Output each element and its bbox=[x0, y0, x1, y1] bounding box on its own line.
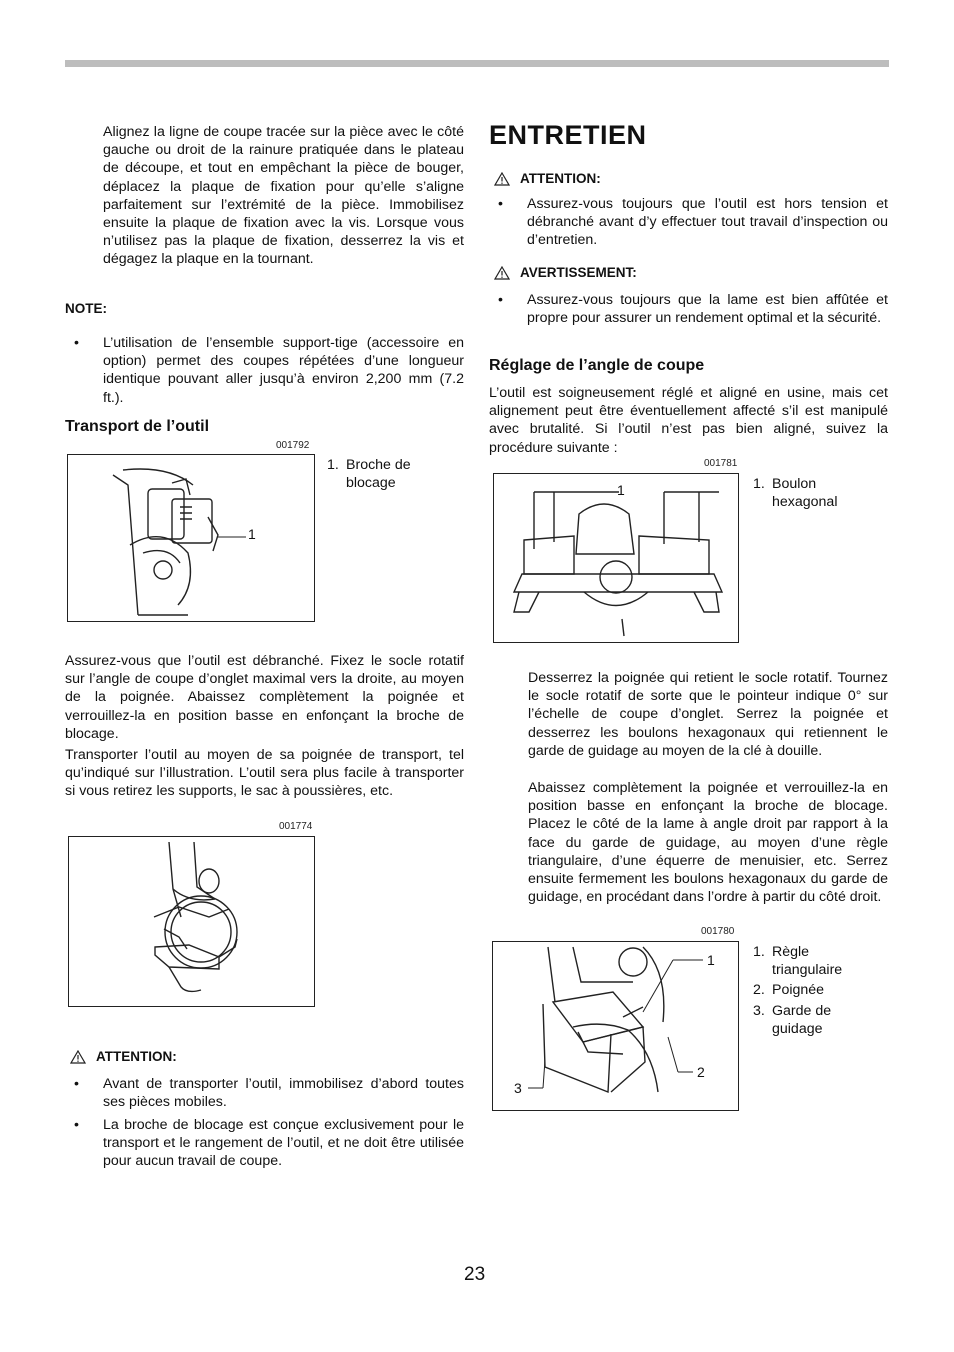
attention-bullet: • La broche de blocage est conçue exclusivement pour le transport et le rangement de l’outil, et ne doit être utilisée pour aucun travail de coupe. bbox=[74, 1117, 464, 1170]
note-bullet bbox=[65, 334, 464, 407]
legend-item: 1. Boulon hexagonal bbox=[753, 476, 838, 511]
angle-intro: L’outil est soigneusement réglé et aligné en usine, mais cet alignement peut être éventuellement affecté s’il est manipulé avec brutalité. Si l’outil n’est pas bien aligné, suivez la procédure suivante : bbox=[489, 385, 888, 456]
carrying-tool-illustration bbox=[69, 837, 314, 1006]
figure-callout-1: 1 bbox=[248, 526, 256, 542]
warning-triangle-icon bbox=[494, 266, 510, 280]
angle-heading: Réglage de l’angle de coupe bbox=[489, 357, 705, 374]
figure-carrying-tool bbox=[68, 836, 315, 1007]
procedure-paragraph-1: Desserrez la poignée qui retient le socle rotatif. Tournez le socle rotatif de sorte que le pointeur indique 0° sur l’échelle de coupe d’onglet. Serrez la poignée et desserrez les boulons hexagonaux qui retiennent le garde de guidage au moyen de la clé à douille. bbox=[528, 670, 888, 759]
attention-label: ATTENTION: bbox=[96, 1049, 177, 1064]
note-bullet-text: L’utilisation de l’ensemble support-tige (accessoire en option) permet des coupes répétées d’une longueur identique pouvant aller jusqu’à environ 2,200 mm (7.2 ft.). bbox=[103, 335, 464, 406]
attention-row bbox=[494, 171, 601, 186]
attention-bullet: • Avant de transporter l’outil, immobilisez d’abord toutes ses pièces mobiles. bbox=[74, 1076, 464, 1111]
figure-code: 001780 bbox=[701, 926, 735, 937]
figure-lock-pin bbox=[67, 454, 315, 622]
figure-legend bbox=[753, 943, 873, 1040]
bullet-dot: • bbox=[74, 335, 79, 351]
figure-hex-bolt bbox=[493, 473, 739, 643]
warning-triangle-icon bbox=[70, 1050, 86, 1064]
procedure-paragraph-2: Abaissez complètement la poignée et verrouillez-la en position basse en enfonçant la broche de blocage. Placez le côté de la lame à angle droit par rapport à la face du garde de guidage, au moyen d’une règle triangulaire, d’une équerre de menuisier, etc. Serrez ensuite fermement les boulons hexagonaux du garde de guidage, en procédant dans l’ordre à partir du côté droit. bbox=[528, 780, 888, 906]
intro-paragraph: Alignez la ligne de coupe tracée sur la pièce avec le côté gauche ou droit de la rainure pratiquée dans le plateau de découpe, et tout en empêchant la pièce de bouger, déplacez la plaque de fixation pour qu’elle s’aligne parfaitement sur l’extrémité de la pièce. Immobilisez ensuite la plaque de fixation avec la vis. Lorsque vous n’utilisez pas la plaque de fixation, desserrez la vis et dégagez la plaque en la tournant. bbox=[103, 124, 464, 268]
warning-label: AVERTISSEMENT: bbox=[520, 265, 637, 280]
square-alignment-illustration bbox=[493, 942, 738, 1110]
header-rule bbox=[65, 60, 889, 67]
attention-label: ATTENTION: bbox=[520, 171, 601, 186]
figure-legend bbox=[753, 475, 873, 513]
figure-callout-1: 1 bbox=[617, 482, 625, 498]
figure-callout-2: 2 bbox=[697, 1064, 705, 1080]
legend-item: 1. Broche de blocage bbox=[327, 457, 411, 492]
legend-item: 3. Garde de guidage bbox=[753, 1002, 832, 1037]
legend-item: 2. Poignée bbox=[753, 982, 825, 999]
miter-saw-lock-pin-illustration bbox=[68, 455, 314, 621]
warning-bullet: • Assurez-vous toujours que la lame est bien affûtée et propre pour assurer un rendement optimal et la sécurité. bbox=[498, 292, 888, 327]
transport-heading: Transport de l’outil bbox=[65, 418, 210, 435]
legend-item: 1. Règle triangulaire bbox=[753, 944, 843, 979]
attention-bullet: • Assurez-vous toujours que l’outil est hors tension et débranché avant d’y effectuer tout travail d’inspection ou d’entretien. bbox=[498, 196, 888, 249]
section-title: ENTRETIEN bbox=[489, 120, 647, 150]
warning-triangle-icon bbox=[494, 172, 510, 186]
transport-paragraph-2: Transporter l’outil au moyen de sa poignée de transport, tel qu’indiqué sur l’illustration. L’outil sera plus facile à transporter si vous retirez les supports, le sac à poussières, etc. bbox=[65, 747, 464, 800]
transport-paragraph-1: Assurez-vous que l’outil est débranché. Fixez le socle rotatif sur l’angle de coupe d’onglet maximal vers la droite, au moyen de la poignée. Abaissez complètement la poignée et verrouillez-la en position basse en enfonçant la broche de blocage. bbox=[65, 653, 464, 742]
figure-callout-1: 1 bbox=[707, 952, 715, 968]
figure-code: 001781 bbox=[704, 458, 738, 469]
warning-row bbox=[494, 265, 637, 280]
figure-code: 001792 bbox=[276, 440, 310, 451]
figure-code: 001774 bbox=[279, 821, 313, 832]
figure-square-alignment bbox=[492, 941, 739, 1111]
note-label: NOTE: bbox=[65, 301, 107, 316]
hex-bolt-illustration bbox=[494, 474, 738, 642]
page-number: 23 bbox=[464, 1264, 486, 1285]
attention-row bbox=[70, 1049, 177, 1064]
figure-legend bbox=[327, 456, 437, 494]
figure-callout-3: 3 bbox=[514, 1080, 522, 1096]
